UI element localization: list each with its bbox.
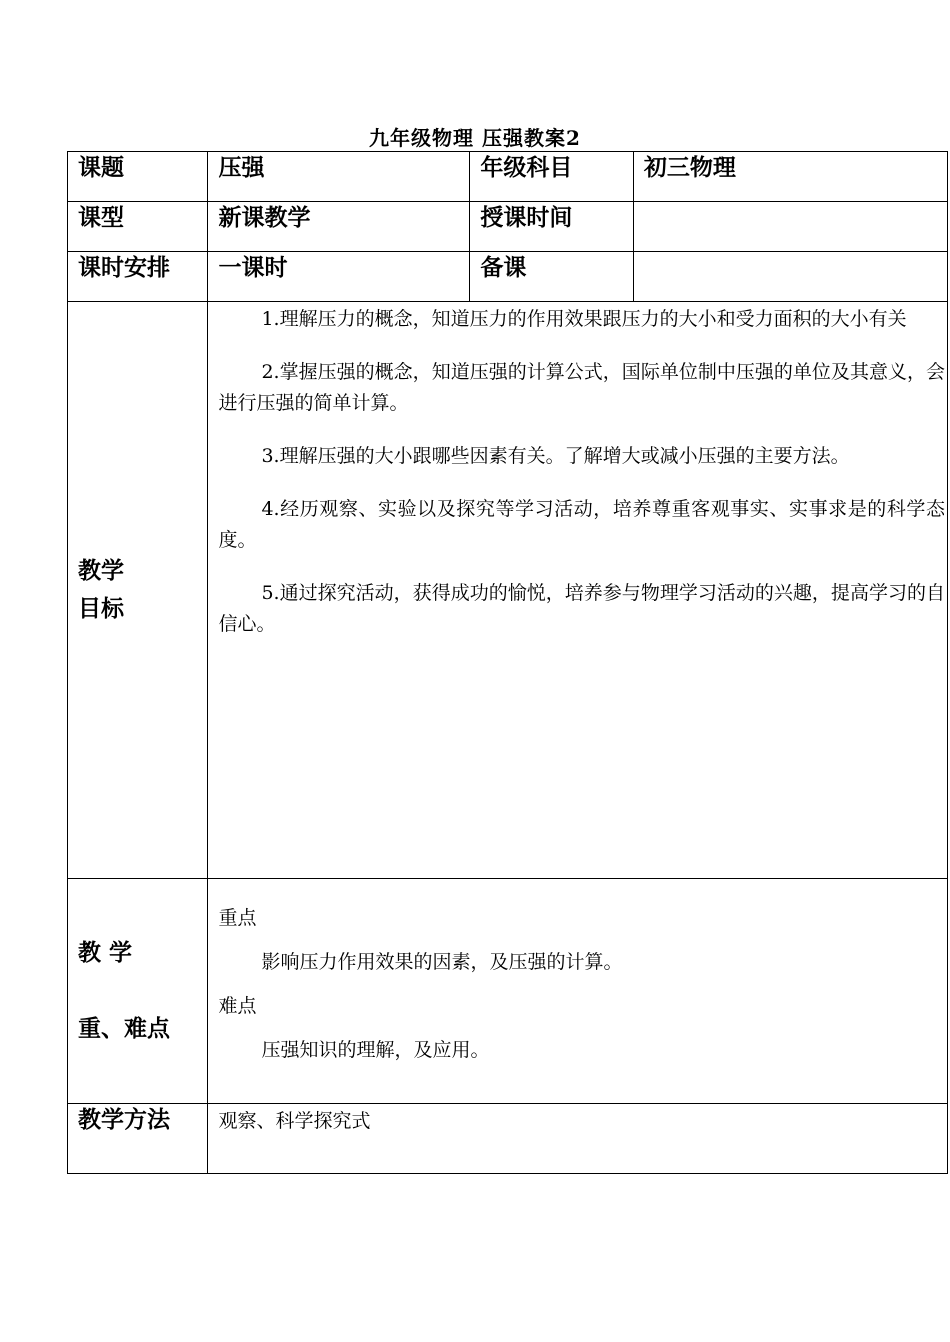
- objectives-label-line1: 教学: [78, 557, 124, 584]
- method-label: 教学方法: [68, 1104, 208, 1174]
- topic-label: 课题: [68, 152, 208, 202]
- objective-item: 2.掌握压强的概念，知道压强的计算公式，国际单位制中压强的单位及其意义，会进行压强的简单计算。: [218, 361, 945, 414]
- objective-item: 3.理解压强的大小跟哪些因素有关。了解增大或减小压强的主要方法。: [261, 445, 850, 467]
- table-row: [68, 302, 948, 879]
- objectives-label-line2: 目标: [78, 595, 124, 622]
- key-points-label-line1: 教 学: [78, 939, 133, 966]
- grade-subject-label: 年级科目: [470, 152, 634, 202]
- key-points-label: [68, 879, 208, 1104]
- key-point-text: 影响压力作用效果的因素，及压强的计算。: [261, 951, 623, 973]
- lesson-type-label: 课型: [68, 202, 208, 252]
- teaching-time-label: 授课时间: [470, 202, 634, 252]
- difficulty-heading: 难点: [218, 995, 257, 1017]
- objectives-label: [68, 302, 208, 879]
- table-row: [68, 252, 948, 302]
- preparation-value: [633, 252, 947, 302]
- objective-item: 1.理解压力的概念，知道压力的作用效果跟压力的大小和受力面积的大小有关: [261, 308, 907, 330]
- key-points-content: [208, 879, 948, 1104]
- difficulty-text: 压强知识的理解，及应用。: [261, 1039, 490, 1061]
- lesson-type-value: 新课教学: [208, 202, 470, 252]
- schedule-label: 课时安排: [68, 252, 208, 302]
- table-row: [68, 879, 948, 1104]
- objective-item: 4.经历观察、实验以及探究等学习活动，培养尊重客观事实、实事求是的科学态度。: [218, 498, 945, 551]
- topic-value: 压强: [208, 152, 470, 202]
- preparation-label: 备课: [470, 252, 634, 302]
- document-title: 九年级物理 压强教案2: [369, 126, 581, 150]
- key-points-label-line2: 重、难点: [78, 1015, 170, 1042]
- lesson-plan-table: [67, 151, 948, 1174]
- key-point-heading: 重点: [218, 907, 257, 929]
- table-row: [68, 1104, 948, 1174]
- grade-subject-value: 初三物理: [633, 152, 947, 202]
- schedule-value: 一课时: [208, 252, 470, 302]
- table-row: [68, 152, 948, 202]
- objective-item: 5.通过探究活动，获得成功的愉悦，培养参与物理学习活动的兴趣，提高学习的自信心。: [218, 582, 945, 635]
- teaching-time-value: [633, 202, 947, 252]
- objectives-content: [208, 302, 948, 879]
- table-row: [68, 202, 948, 252]
- method-value: 观察、科学探究式: [208, 1104, 948, 1174]
